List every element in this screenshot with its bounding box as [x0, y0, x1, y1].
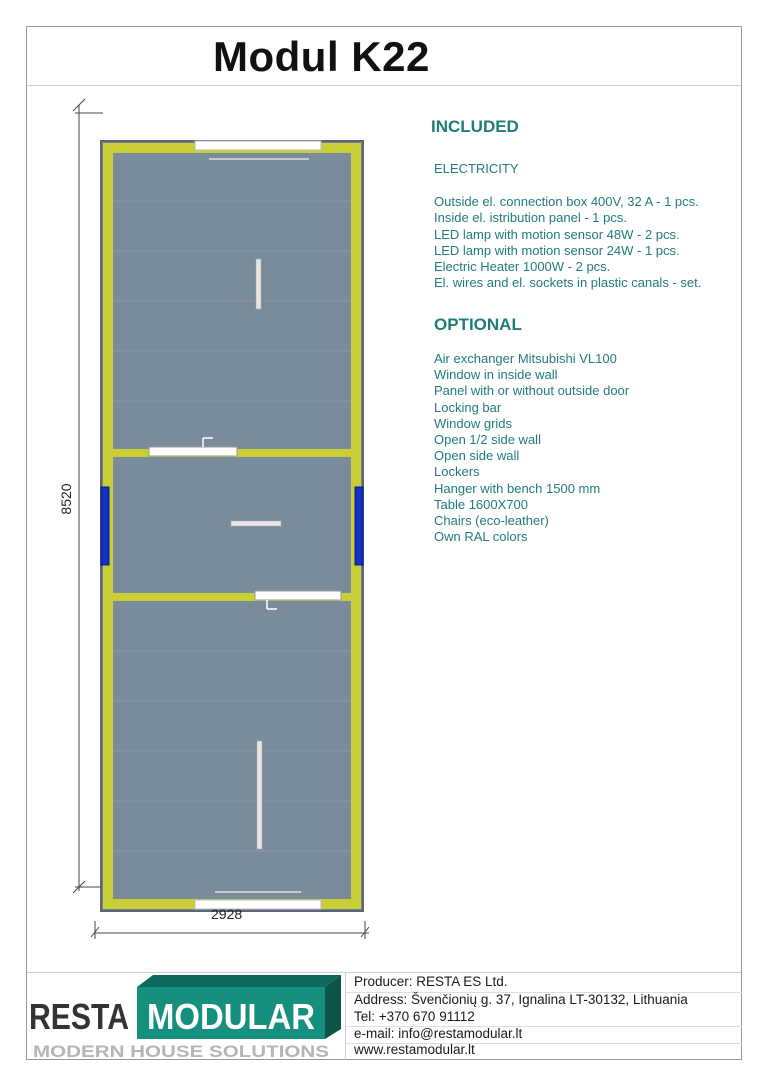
led-lamp-bottom	[257, 741, 262, 849]
length-label: 8520	[58, 483, 74, 515]
included-heading: INCLUDED	[431, 117, 519, 136]
producer-info	[345, 973, 741, 1060]
list-item: LED lamp with motion sensor 48W - 2 pcs.	[434, 226, 680, 242]
producer-address: Address: Švenčionių g. 37, Ignalina LT-30132, Lithuania	[354, 992, 688, 1007]
inner-door-lower	[255, 591, 341, 600]
list-item: Inside el. istribution panel - 1 pcs.	[434, 210, 627, 226]
list-item: Lockers	[434, 464, 480, 480]
title-bar	[27, 27, 741, 86]
footer	[27, 972, 741, 1060]
producer-email[interactable]: e-mail: info@restamodular.lt	[354, 1026, 523, 1041]
window-top-end	[195, 141, 321, 150]
list-item: El. wires and el. sockets in plastic canals - set.	[434, 275, 702, 291]
list-item: Own RAL colors	[434, 529, 528, 545]
included-list	[434, 194, 701, 292]
list-item: Locking bar	[434, 399, 502, 415]
list-item: Open 1/2 side wall	[434, 432, 541, 448]
list-item: Open side wall	[434, 448, 520, 464]
optional-heading: OPTIONAL	[434, 315, 522, 334]
led-lamp-middle	[231, 521, 281, 526]
room-bottom-floor	[113, 601, 351, 899]
list-item: Outside el. connection box 400V, 32 A - 1 pcs.	[434, 194, 699, 209]
floor-plan	[58, 101, 379, 931]
list-item: Air exchanger Mitsubishi VL100	[434, 351, 617, 366]
led-lamp-top	[256, 259, 261, 309]
producer-name: Producer: RESTA ES Ltd.	[354, 974, 508, 989]
list-item: Electric Heater 1000W - 2 pcs.	[434, 259, 611, 275]
width-dimension	[91, 921, 369, 939]
logo-tagline: MODERN HOUSE SOLUTIONS	[33, 1042, 329, 1061]
side-door-right	[355, 487, 363, 565]
electricity-subheading: ELECTRICITY	[434, 161, 519, 176]
list-item: Chairs (eco-leather)	[434, 513, 549, 529]
inner-door-upper	[149, 447, 237, 456]
page-title: Modul K22	[213, 33, 430, 80]
resta-modular-logo	[27, 973, 345, 1060]
producer-website[interactable]: www.restamodular.lt	[354, 1042, 475, 1057]
list-item: Window grids	[434, 415, 513, 431]
length-dimension	[73, 99, 103, 893]
list-item: Hanger with bench 1500 mm	[434, 480, 601, 496]
logo-resta-text: RESTA	[29, 996, 129, 1037]
list-item: Window in inside wall	[434, 367, 558, 383]
drawing-sheet	[26, 26, 742, 1060]
side-door-left	[101, 487, 109, 565]
list-item: LED lamp with motion sensor 24W - 1 pcs.	[434, 242, 680, 258]
producer-tel: Tel: +370 670 91112	[354, 1009, 475, 1024]
optional-list	[434, 351, 629, 545]
width-label: 2928	[211, 906, 243, 922]
logo-modular-text: MODULAR	[147, 996, 315, 1037]
list-item: Table 1600X700	[434, 496, 528, 512]
list-item: Panel with or without outside door	[434, 383, 630, 399]
